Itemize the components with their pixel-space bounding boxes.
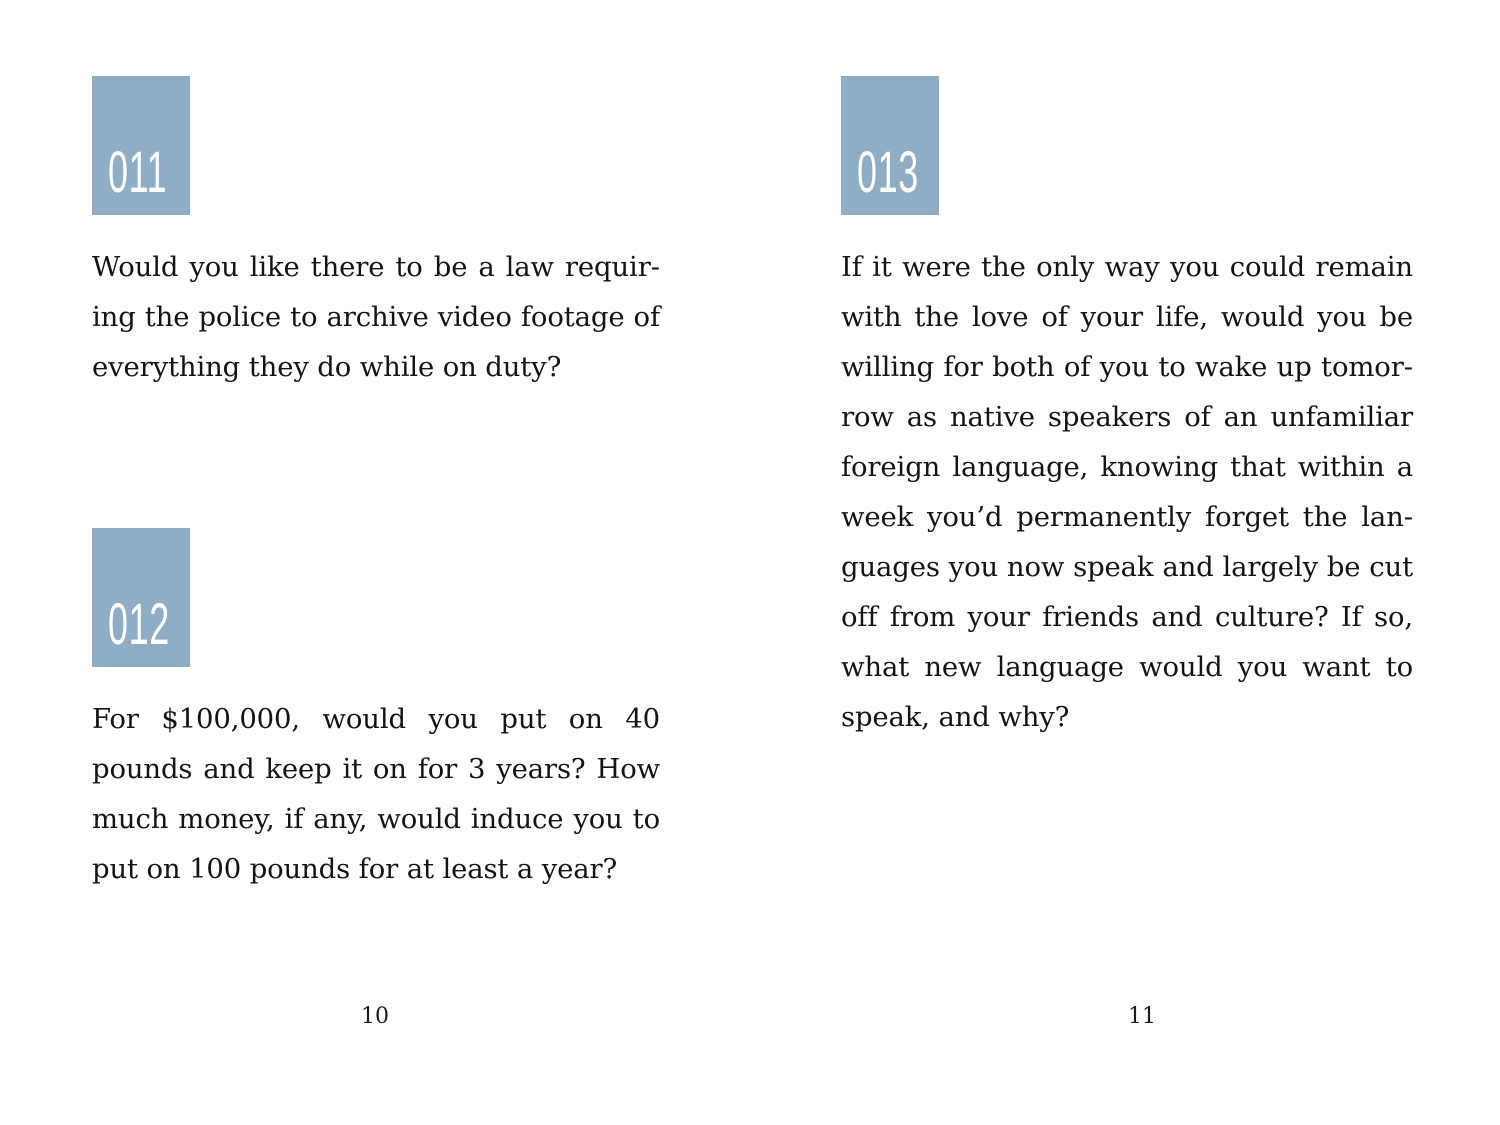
question-block-013 <box>841 76 1413 770</box>
page-number-value: 10 <box>361 1004 389 1029</box>
page-number-value: 11 <box>1128 1004 1156 1029</box>
question-number-label: 011 <box>108 140 168 206</box>
right-page <box>750 0 1500 1125</box>
question-number-badge <box>841 76 939 215</box>
question-number-badge <box>92 76 190 215</box>
question-text: For $100,000, would you put on 40 pounds and keep it on for 3 years? How much money, if any, would induce you to put on 100 pounds for at least a year? <box>92 703 660 885</box>
page-number-left <box>0 1006 750 1028</box>
question-number-label: 012 <box>108 592 170 658</box>
question-text: If it were the only way you could remain with the love of your life, would you be willing for both of you to wake up tomorrow as native speakers of an unfamiliar foreign language, knowing that within a week you’d permanently forget the languages you now speak and largely be cut off from your friends and culture? If so, what new language would you want to speak, and why? <box>841 251 1413 733</box>
question-block-012 <box>92 528 660 922</box>
question-number-badge <box>92 528 190 667</box>
question-block-011 <box>92 76 660 420</box>
page-number-right <box>750 1006 1500 1028</box>
question-number-label: 013 <box>857 140 919 206</box>
question-text: Would you like there to be a law requiring the police to archive video footage of everything they do while on duty? <box>92 251 660 383</box>
